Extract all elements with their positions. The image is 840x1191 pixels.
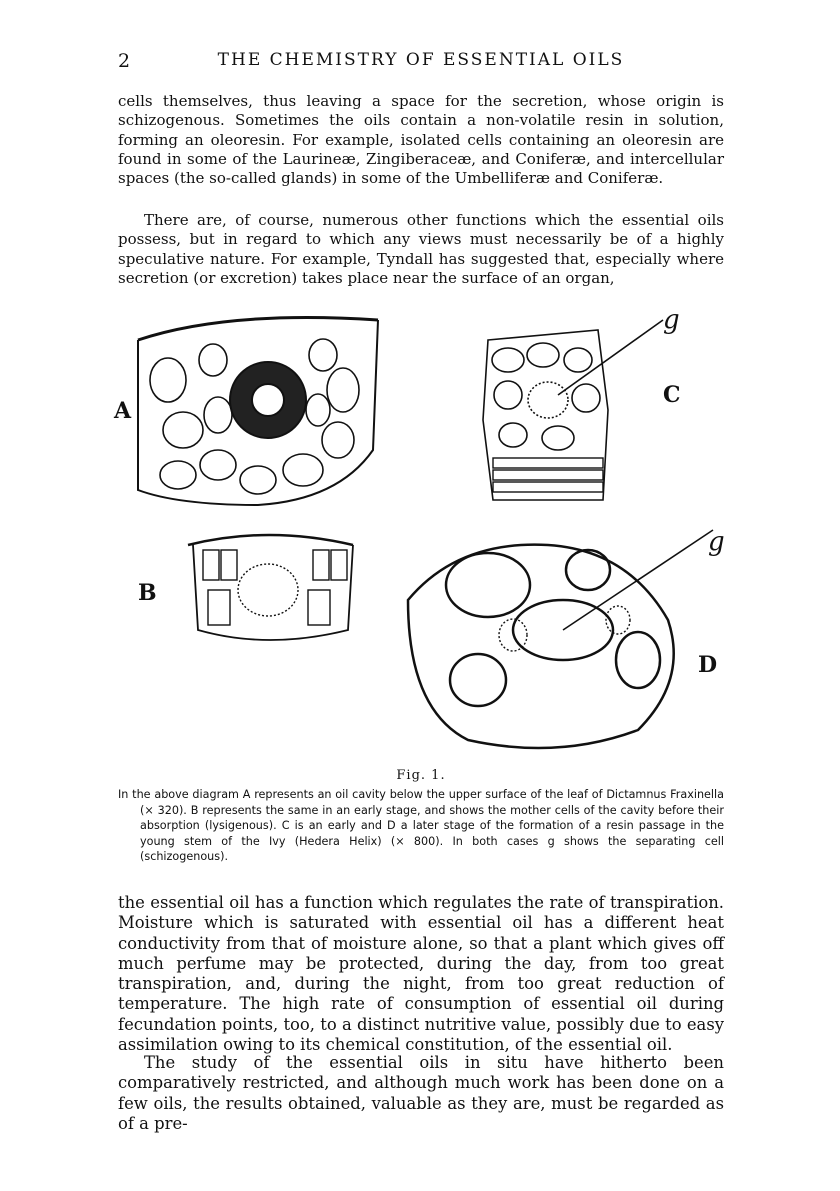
figure-1-illustration (108, 300, 728, 760)
label-b: B (138, 580, 157, 606)
label-d: D (698, 652, 718, 678)
panel-b-drawing (188, 535, 353, 640)
page-number: 2 (118, 50, 131, 72)
paragraph-2: There are, of course, numerous other functions which the essential oils possess, but in regard to which any views must necessarily be of a highly speculative nature. For example, Tyndall has suggested that, especially where secretion (or excretion) takes place near the surface of an organ, (118, 211, 724, 287)
label-c: C (663, 382, 681, 408)
label-g-c: g (663, 305, 680, 335)
panel-c-drawing (483, 320, 663, 500)
figure-caption: Fig. 1. (396, 768, 446, 783)
label-g-d: g (708, 527, 725, 557)
paragraph-1: cells themselves, thus leaving a space for the secretion, whose origin is schizogenous. Sometimes the oils contain a non-volatile resin in solution, forming an oleoresin. For example, isolated cells containing an oleoresin are found in some of the Laurineæ, Zingiberaceæ, and Coniferæ, and intercellular spaces (the so-called glands) in some of the Umbelliferæ and Coniferæ. (118, 92, 724, 188)
page-header (118, 50, 724, 74)
panel-d-drawing (408, 530, 713, 748)
panel-a-drawing (138, 318, 378, 506)
paragraph-4: The study of the essential oils in situ have hitherto been comparatively restricted, and although much work has been done on a few oils, the results obtained, valuable as they are, must be regarded as of a pre- (118, 1053, 724, 1133)
running-title: THE CHEMISTRY OF ESSENTIAL OILS (217, 50, 625, 70)
paragraph-3: the essential oil has a function which regulates the rate of transpiration. Moisture which is saturated with essential oil has a different heat conductivity from that of moisture alone, so that a plant which gives off much perfume may be protected, during the day, from too great transpiration, and, during the night, from too great reduction of temperature. The high rate of consumption of essential oil during fecundation points, too, to a distinct nutritive value, possibly due to easy assimilation owing to its chemical constitution, of the essential oil. (118, 893, 724, 1055)
figure-legend: In the above diagram A represents an oil cavity below the upper surface of the leaf of Dictamnus Fraxinella (× 320). B represents the same in an early stage, and shows the mother cells of the cavity before their absorption (lysigenous). C is an early and D a later stage of the formation of a resin passage in the young stem of the Ivy (Hedera Helix) (× 800). In both cases g shows the separating cell (schizogenous). (118, 788, 724, 864)
label-a: A (114, 398, 132, 424)
